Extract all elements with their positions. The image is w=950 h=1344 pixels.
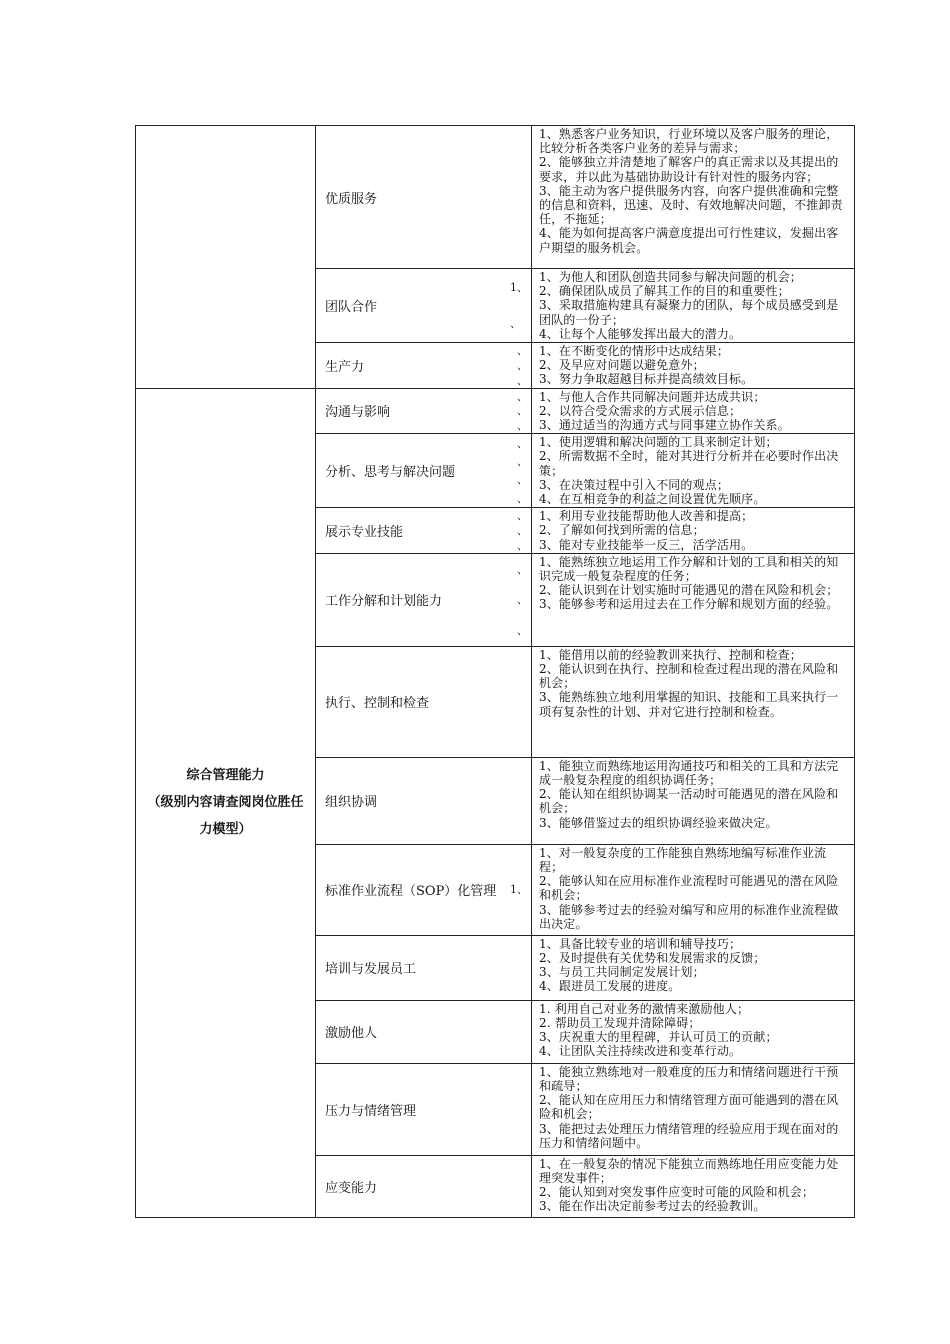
description-item: 1、熟悉客户业务知识，行业环境以及客户服务的理论，比较分析各类客户业务的差异与需求； — [539, 127, 839, 156]
stray-mark: 、 — [517, 436, 528, 450]
competency-description-cell — [532, 844, 855, 935]
competency-name: 团队合作 — [325, 300, 378, 315]
category-label: （级别内容请查阅岗位胜任 — [147, 795, 304, 811]
competency-description-cell — [532, 646, 855, 757]
description-item: 3、能主动为客户提供服务内容，向客户提供准确和完整的信息和资料，迅速、及时、有效地解决问题，不推卸责任，不拖延； — [539, 183, 843, 227]
stray-mark: 、 — [517, 524, 528, 538]
stray-marks — [517, 508, 528, 553]
description-item: 1、利用专业技能帮助他人改善和提高； — [539, 509, 754, 524]
description-item: 2、能认知到对突发事件应变时可能的风险和机会； — [539, 1185, 815, 1200]
description-item: 1、为他人和团队创造共同参与解决问题的机会； — [539, 270, 802, 284]
competency-name: 标准作业流程（SOP）化管理 — [325, 884, 497, 900]
stray-mark: 、 — [517, 343, 528, 357]
description-item: 1、能借用以前的经验教训来执行、控制和检查； — [539, 647, 802, 662]
stray-marks — [517, 343, 528, 388]
stray-mark: 、 — [517, 562, 528, 576]
description-item: 2、能认知在应用压力和情绪管理方面可能遇到的潜在风险和机会； — [539, 1093, 839, 1122]
competency-description-cell — [532, 1000, 855, 1063]
stray-marks — [517, 434, 528, 507]
description-item: 3、能把过去处理压力情绪管理的经验应用于现在面对的压力和情绪问题中。 — [539, 1121, 839, 1150]
description-item: 2、确保团队成员了解其工作的目的和重要性； — [539, 284, 790, 299]
competency-name: 应变能力 — [325, 1180, 378, 1196]
competency-name: 压力与情绪管理 — [325, 1103, 417, 1119]
description-item: 4、跟进员工发展的进度。 — [539, 979, 681, 994]
stray-mark: 、 — [517, 389, 528, 403]
description-item: 2、能够认知在应用标准作业流程时可能遇见的潜在风险和机会； — [539, 874, 839, 903]
competency-name-cell — [316, 1000, 532, 1063]
description-item: 1、能独立而熟练地运用沟通技巧和相关的工具和方法完成一般复杂程度的组织协调任务； — [539, 758, 839, 788]
category-cell — [136, 388, 316, 1217]
description-item: 3、通过适当的沟通方式与同事建立协作关系。 — [539, 418, 790, 433]
competency-name-cell — [316, 646, 532, 757]
description-item: 3、能够借鉴过去的组织协调经验来做决定。 — [539, 815, 778, 830]
stray-marks — [510, 269, 528, 342]
competency-description-cell — [532, 1155, 855, 1217]
competency-name-cell — [316, 844, 532, 935]
description-item: 3、与员工共同制定发展计划； — [539, 965, 705, 980]
stray-mark: 、 — [517, 538, 528, 552]
competency-description-cell — [532, 935, 855, 1000]
competency-table — [135, 125, 855, 1218]
description-item: 4、让团队关注持续改进和变革行动。 — [539, 1044, 742, 1059]
description-item: 1、能独立熟练地对一般难度的压力和情绪问题进行干预和疏导； — [539, 1064, 839, 1094]
description-item: 2. 帮助员工发现并清除障碍； — [539, 1016, 701, 1031]
competency-name: 组织协调 — [325, 795, 378, 811]
description-item: 3、在决策过程中引入不同的观点； — [539, 477, 730, 492]
stray-mark: 、 — [517, 419, 528, 433]
competency-name-cell — [316, 508, 532, 554]
competency-name: 激励他人 — [325, 1026, 378, 1042]
description-item: 4、在互相竞争的利益之间设置优先顺序。 — [539, 492, 766, 507]
description-item: 2、能够独立并清楚地了解客户的真正需求以及其提出的要求，并以此为基础协助设计有针对性的服务内容； — [539, 155, 839, 184]
competency-description-cell — [532, 553, 855, 646]
stray-mark: 、 — [517, 491, 528, 505]
description-item: 2、及时提供有关优势和发展需求的反馈； — [539, 951, 766, 966]
competency-name-cell — [316, 269, 532, 343]
description-item: 3、能对专业技能举一反三，活学活用。 — [539, 537, 754, 552]
stray-mark: 、 — [517, 373, 528, 387]
stray-mark: 、 — [517, 404, 528, 418]
description-item: 3、采取措施构建具有凝聚力的团队，每个成员感受到是团队的一份子； — [539, 298, 839, 327]
table-row — [136, 388, 855, 434]
description-item: 2、能认识到在计划实施时可能遇见的潜在风险和机会； — [539, 583, 839, 598]
competency-table-body — [136, 126, 855, 1218]
description-item: 1、在不断变化的情形中达成结果； — [539, 344, 730, 359]
description-item: 2、能认知在组织协调某一活动时可能遇见的潜在风险和机会； — [539, 787, 839, 816]
competency-name-cell — [316, 434, 532, 508]
competency-description-cell — [532, 126, 855, 269]
stray-marks — [517, 389, 528, 434]
competency-description-cell — [532, 1063, 855, 1155]
description-item: 1、对一般复杂度的工作能独自熟练地编写标准作业流程； — [539, 845, 827, 875]
description-item: 1. 利用自己对业务的激情来激励他人； — [539, 1001, 750, 1016]
description-item: 4、让每个人能够发挥出最大的潜力。 — [539, 326, 742, 341]
competency-name: 生产力 — [325, 359, 365, 375]
competency-description-cell — [532, 388, 855, 434]
description-item: 2、及早应对问题以避免意外； — [539, 358, 705, 373]
stray-mark: 、 — [510, 317, 521, 331]
description-item: 2、以符合受众需求的方式展示信息； — [539, 403, 742, 418]
stray-mark: 1、 — [510, 883, 528, 897]
competency-name-cell — [316, 553, 532, 646]
competency-name-cell — [316, 388, 532, 434]
description-item: 1、与他人合作共同解决问题并达成共识； — [539, 389, 766, 404]
competency-name-cell — [316, 1155, 532, 1217]
competency-name-cell — [316, 935, 532, 1000]
competency-name-cell — [316, 126, 532, 269]
stray-mark: 1、 — [510, 280, 528, 294]
stray-mark: 、 — [517, 455, 528, 469]
description-item: 2、能认识到在执行、控制和检查过程出现的潜在风险和机会； — [539, 662, 839, 691]
stray-mark: 、 — [517, 509, 528, 523]
description-item: 3、能在作出决定前参考过去的经验教训。 — [539, 1199, 766, 1214]
competency-description-cell — [532, 269, 855, 343]
competency-name-cell — [316, 757, 532, 844]
description-item: 4、能为如何提高客户满意度提出可行性建议，发掘出客户期望的服务机会。 — [539, 226, 839, 255]
stray-marks — [510, 845, 528, 935]
category-label: 综合管理能力 — [186, 768, 265, 784]
description-item: 1、能熟练独立地运用工作分解和计划的工具和相关的知识完成一般复杂程度的任务； — [539, 554, 839, 584]
stray-mark: 、 — [517, 358, 528, 372]
category-cell — [136, 126, 316, 389]
description-item: 3、能够参考过去的经验对编写和应用的标准作业流程做出决定。 — [539, 902, 839, 931]
description-item: 1、使用逻辑和解决问题的工具来制定计划； — [539, 435, 778, 450]
description-item: 3、能熟练独立地利用掌握的知识、技能和工具来执行一项有复杂性的计划、并对它进行控制和检查。 — [539, 690, 839, 719]
stray-mark: 、 — [517, 624, 528, 637]
competency-description-cell — [532, 343, 855, 389]
description-item: 2、了解如何找到所需的信息； — [539, 523, 705, 538]
description-item: 3、努力争取超越目标并提高绩效目标。 — [539, 372, 754, 387]
competency-description-cell — [532, 434, 855, 508]
stray-mark: 、 — [517, 473, 528, 487]
description-item: 3、能够参考和运用过去在工作分解和规划方面的经验。 — [539, 597, 839, 612]
stray-marks — [517, 554, 528, 646]
table-row — [136, 126, 855, 269]
competency-name: 执行、控制和检查 — [325, 696, 430, 712]
competency-name-cell — [316, 343, 532, 389]
description-item: 3、庆祝重大的里程碑，并认可员工的贡献； — [539, 1030, 778, 1045]
competency-name: 沟通与影响 — [325, 405, 391, 421]
description-item: 1、具备比较专业的培训和辅导技巧； — [539, 936, 742, 951]
competency-name: 培训与发展员工 — [325, 962, 417, 978]
competency-description-cell — [532, 757, 855, 844]
category-label: 力模型） — [199, 822, 252, 838]
competency-name-cell — [316, 1063, 532, 1155]
competency-name: 分析、思考与解决问题 — [325, 465, 456, 481]
competency-name: 优质服务 — [325, 191, 378, 207]
description-item: 2、所需数据不全时，能对其进行分析并在必要时作出决策； — [539, 449, 839, 478]
competency-description-cell — [532, 508, 855, 554]
competency-name: 展示专业技能 — [325, 525, 404, 541]
stray-mark: 、 — [517, 593, 528, 607]
competency-name: 工作分解和计划能力 — [325, 594, 443, 610]
description-item: 1、在一般复杂的情况下能独立而熟练地任用应变能力处理突发事件； — [539, 1156, 839, 1186]
